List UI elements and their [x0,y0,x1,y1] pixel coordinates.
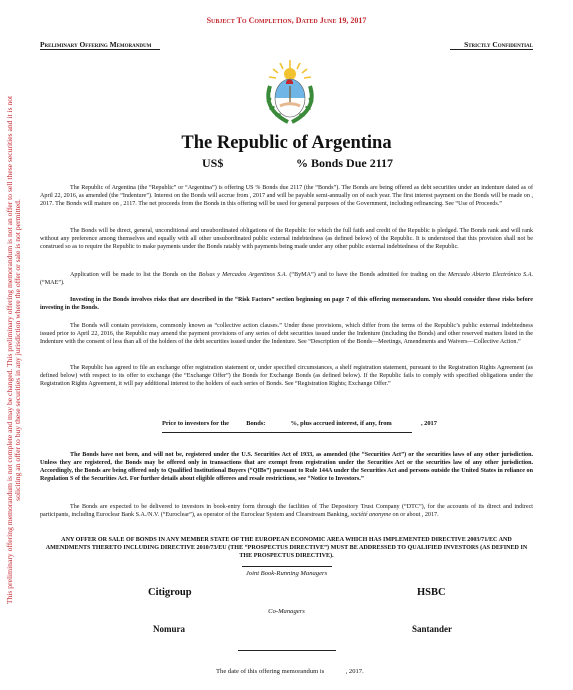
price-year-label: , 2017 [420,420,437,427]
eea-notice-paragraph: ANY OFFER OR SALE OF BONDS IN ANY MEMBER STATE OF THE EUROPEAN ECONOMIC AREA WHICH HAS IMPLEMENTED DIRECTIVE 2003/71/EC AND AMENDMENTS THERETO INCLUDING DIRECTIVE 2010/73/EU (THE “PROSPECTUS DIRECTIVE”) MUST BE ADDRESSED TO QUALIFIED INVESTORS (AS DEFINED IN THE PROSPECTUS DIRECTIVE). [45,537,528,560]
side-disclaimer-line2: soliciting an offer to buy these securities in any jurisdiction where the offer or sale is not permitted. [13,199,22,501]
subject-to-completion-banner: Subject To Completion, Dated June 19, 2017 [206,16,367,25]
price-divider [162,432,412,433]
ranking-paragraph: The Bonds will be direct, general, unconditional and unsubordinated obligations of the Republic for which the full faith and credit of the Republic is pledged. The Bonds rank and will rank without any preference among themselves and equally with all other unsubordinated public external indebtedness (as defined below) of the Republic. It is understood that this provision shall not be construed so as to require the Republic to make payments under the Bonds ratably with payments being made under any other public external indebtedness of the Republic. [40,228,533,251]
side-disclaimer-line1: This preliminary offering memorandum is not complete and may be changed. This preliminary offering memorandum is not an offer to sell these securities and it is not [5,95,14,605]
accrued-interest-label: %, plus accrued interest, if any, from [290,420,392,427]
header-underline-right [450,49,533,50]
memorandum-date-year: , 2017. [345,668,364,675]
strictly-confidential-label: Strictly Confidential [464,40,533,49]
bonds-label: Bonds: [246,420,266,427]
issuer-title: The Republic of Argentina [181,133,392,153]
coat-of-arms-emblem [258,58,322,126]
bolsas-name: Bolsas y Mercados Argentinos S.A. [198,272,288,278]
listing-text-3: (“MAE”). [40,280,65,287]
co-managers-label: Co-Managers [268,608,305,615]
manager-santander: Santander [412,624,453,634]
listing-paragraph [40,271,533,287]
registration-rights-paragraph: The Republic has agreed to file an exchange offer registration statement or, under specified circumstances, a shelf registration statement, pursuant to the Registration Rights Agreement (as defined below) with respect to its offer to exchange (the “Exchange Offer”) the Bonds for Exchange Bonds (as defined below). If the Republic fails to comply with specified obligations under the Registration Rights Agreement, it will pay additional interest to the holders of each series of Bonds. See “Registration Rights; Exchange Offer.” [40,365,533,388]
memorandum-date-line [216,668,364,675]
preliminary-memorandum-label: Preliminary Offering Memorandum [40,40,152,49]
joint-managers-label: Joint Book-Running Managers [245,570,328,577]
listing-text-2: (“ByMA”) and to have the Bonds admitted for trading on the [287,272,448,278]
collective-action-paragraph: The Bonds will contain provisions, commonly known as “collective action clauses.” Under these provisions, which differ from the terms of the Republic’s public external indebtedness issued prior to April 22, 2016, the Republic may amend the payment provisions of any series of debt securities issued under the Indenture (including the Bonds) and other reserved matters listed in the Indenture with the consent of less than all of the holders of the debt securities issued under the Indenture. See “Description of the Bonds—Meetings, Amendments and Waivers—Collective Action.” [40,323,533,346]
managers-top-divider [242,566,332,567]
footer-divider [238,650,336,651]
manager-citigroup: Citigroup [148,587,192,598]
header-underline-left [40,49,160,50]
risk-factors-paragraph: Investing in the Bonds involves risks that are described in the “Risk Factors” section beginning on page 7 of this offering memorandum. You should consider these risks before investing in the Bonds. [40,297,533,312]
delivery-text-2: on or about , 2017. [391,512,439,519]
price-label: Price to investors for the [162,420,229,427]
bonds-due-label: % Bonds Due 2117 [296,156,394,170]
memorandum-date-text: The date of this offering memorandum is [216,668,325,675]
delivery-text-1: The Bonds are expected to be delivered to investors in book-entry form through the facilities of The Depository Trust Company (“DTC”), for the accounts of its direct and indirect participants, including Euroclear Bank S.A./N.V. (“Euroclear”), as operator of the Euroclear System and Clearstream Banking, [40,504,533,519]
societe-anonyme: société anonyme [350,512,392,519]
currency-label: US$ [202,156,224,170]
manager-nomura: Nomura [153,624,185,634]
manager-hsbc: HSBC [417,587,446,598]
delivery-paragraph [40,503,533,519]
listing-text-1: Application will be made to list the Bonds on the [70,272,199,278]
price-to-investors-line [162,420,437,427]
securities-act-paragraph: The Bonds have not been, and will not be, registered under the U.S. Securities Act of 1933, as amended (the “Securities Act”) or the securities laws of any other jurisdiction. Unless they are registered, the Bonds may be offered only in transactions that are exempt from registration under the Securities Act or the securities law of any other jurisdiction. Accordingly, the Bonds are being offered only to Qualified Institutional Buyers (“QIBs”) pursuant to Rule 144A under the Securities Act and persons outside the United States in reliance on Regulation S of the Securities Act. For further details about eligible offerees and resale restrictions, see “Notice to Investors.” [40,452,533,483]
mercado-name: Mercado Abierto Electrónico S.A. [448,272,533,278]
offering-paragraph: The Republic of Argentina (the “Republic” or “Argentina”) is offering US % Bonds due 2117 (the “Bonds”). The Bonds are being offered as debt securities under an indenture dated as of April 22, 2016, as amended (the “Indenture”). Interest on the Bonds will accrue from , 2017 and will be payable semi-annually on of each year. The first interest payment on the Bonds will be made on , 2017. The Bonds will mature on , 2117. The net proceeds from the Bonds in this offering will be used for general purposes of the Government, including refinancing. See “Use of Proceeds.” [40,185,533,208]
